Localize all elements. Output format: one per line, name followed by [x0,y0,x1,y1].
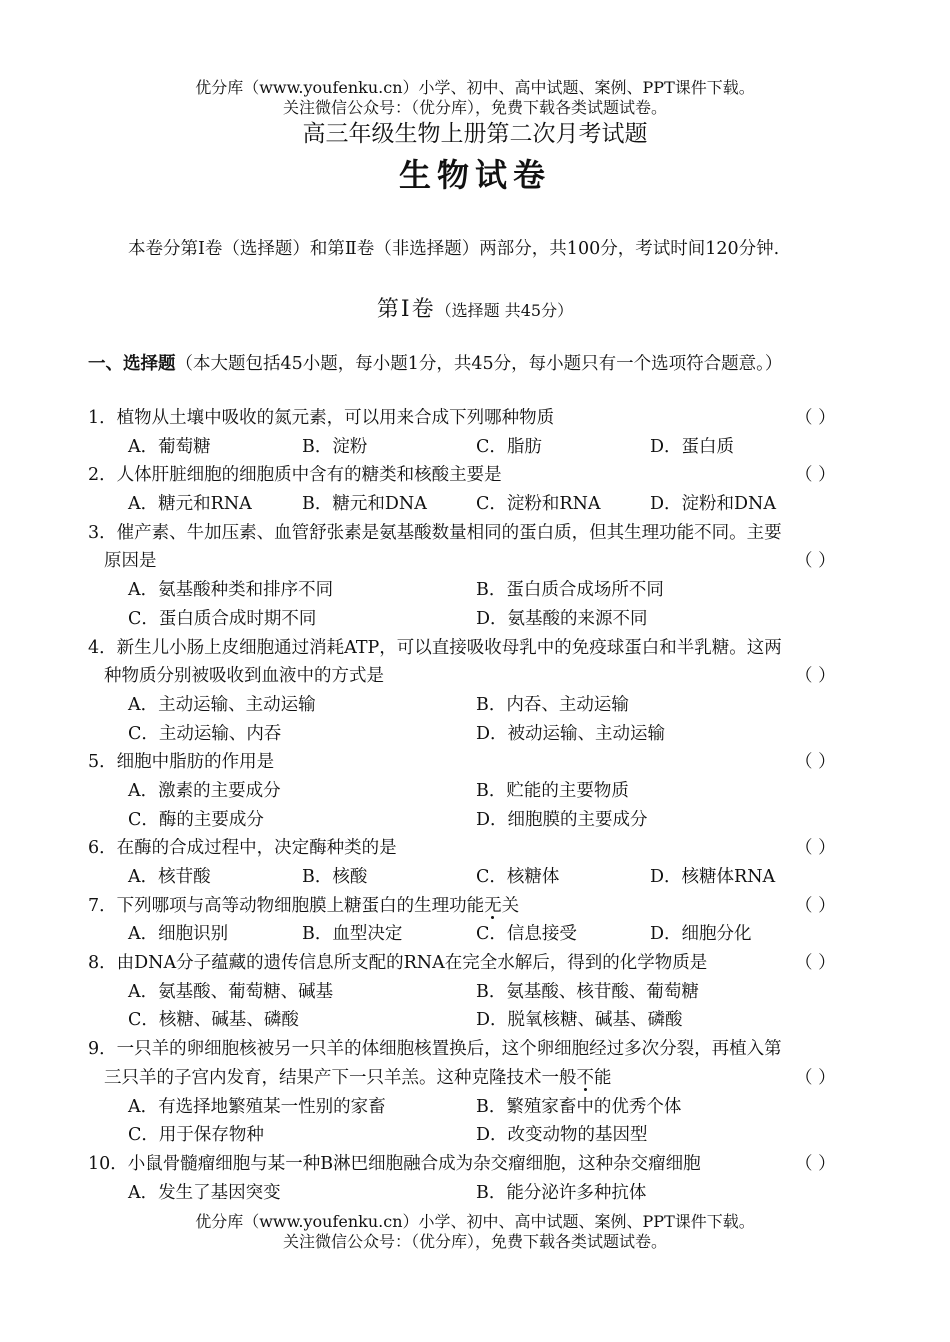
question-4-cont [88,662,868,691]
question-text-part: 三只羊的子宫内发育，结果产下一只羊羔。这种克隆技术一般 [104,1067,577,1088]
option-b: B．能分泌许多种抗体 [476,1182,647,1203]
question-10 [88,1150,868,1179]
section-title: 一、选择题 [88,354,176,374]
option-d: D．核糖体RNA [650,867,776,887]
option-c: C．脂肪 [476,436,542,457]
options-row [88,1006,868,1035]
option-a: A．核苷酸 [128,867,211,887]
options-row [88,605,868,634]
option-b: B．糖元和DNA [302,494,427,515]
question-text: 1．植物从土壤中吸收的氮元素，可以用来合成下列哪种物质 [88,408,555,428]
options-row [88,920,868,949]
option-d: D．改变动物的基因型 [476,1125,648,1146]
question-8 [88,949,868,978]
option-d: D．氨基酸的来源不同 [476,608,648,629]
answer-paren: （ ） [795,408,836,428]
emphasis-mark: 不 [576,1067,594,1088]
question-text: 2．人体肝脏细胞的细胞质中含有的糖类和核酸主要是 [88,465,502,486]
option-d: D．细胞分化 [650,924,752,945]
options-row [88,691,868,720]
footer-line-2: 关注微信公众号：（优分库），免费下载各类试题试卷。 [282,1232,667,1251]
section-heading [88,350,863,378]
question-text: 6．在酶的合成过程中，决定酶种类的是 [88,838,397,859]
question-text-cont [104,1064,612,1093]
answer-paren: （ ） [795,752,836,773]
section-note: （本大题包括45小题，每小题1分，共45分，每小题只有一个选项符合题意。） [175,354,783,374]
option-a: A．糖元和RNA [128,494,252,515]
options-row [88,1179,868,1208]
option-d: D．细胞膜的主要成分 [476,809,648,830]
option-c: C．淀粉和RNA [476,494,601,515]
answer-paren: （ ） [795,551,836,572]
exam-title: 高三年级生物上册第二次月考试题 [302,121,648,147]
option-a: A．葡萄糖 [128,436,211,457]
options-row [88,978,868,1007]
part-1-label: 第Ⅰ卷 [376,297,436,322]
option-b: B．淀粉 [302,436,368,457]
option-b: B．蛋白质合成场所不同 [476,580,664,601]
option-c: C．蛋白质合成时期不同 [128,608,317,629]
question-3-cont [88,547,868,576]
option-d: D．淀粉和DNA [650,494,777,515]
question-1 [88,404,868,433]
footer-line-1: 优分库（www.youfenku.cn）小学、初中、高中试题、案例、PPT课件下载。 [195,1212,755,1231]
answer-paren: （ ） [795,666,836,687]
question-text-part: 能 [594,1067,612,1088]
option-c: C．信息接受 [476,924,577,945]
option-c: C．酶的主要成分 [128,809,264,830]
answer-paren: （ ） [795,1067,836,1088]
question-text-cont: 种物质分别被吸收到血液中的方式是 [104,666,384,687]
question-2 [88,461,868,490]
option-a: A．主动运输、主动运输 [128,694,316,715]
option-a: A．发生了基因突变 [128,1182,281,1203]
option-b: B．血型决定 [302,924,403,945]
options-row [88,1093,868,1122]
option-a: A．细胞识别 [128,924,229,945]
question-text: 9．一只羊的卵细胞核被另一只羊的体细胞核置换后，这个卵细胞经过多次分裂，再植入第 [88,1039,782,1060]
answer-paren: （ ） [795,1153,836,1174]
option-a: A．有选择地繁殖某一性别的家畜 [128,1096,386,1117]
intro-text: 本卷分第Ⅰ卷（选择题）和第Ⅱ卷（非选择题）两部分，共100分，考试时间120分钟. [128,239,780,259]
options-row [88,806,868,835]
question-4 [88,634,868,663]
question-text: 10．小鼠骨髓瘤细胞与某一种B淋巴细胞融合成为杂交瘤细胞，这种杂交瘤细胞 [88,1153,701,1174]
header-line-2: 关注微信公众号：（优分库），免费下载各类试题试卷。 [282,98,667,117]
question-text: 5．细胞中脂肪的作用是 [88,752,275,773]
options-row [88,1121,868,1150]
question-7 [88,892,868,921]
question-5 [88,748,868,777]
option-b: B．氨基酸、核苷酸、葡萄糖 [476,981,699,1002]
option-b: B．贮能的主要物质 [476,780,629,801]
question-list [88,404,868,1207]
option-a: A．氨基酸、葡萄糖、碱基 [128,981,334,1002]
part-1-heading [0,292,950,323]
options-row [88,433,868,462]
options-row [88,490,868,519]
option-a: A．氨基酸种类和排序不同 [128,580,334,601]
part-1-note: （选择题 共45分） [435,301,574,320]
options-row [88,576,868,605]
question-text: 4．新生儿小肠上皮细胞通过消耗ATP，可以直接吸收母乳中的免疫球蛋白和半乳糖。这两 [88,637,782,658]
emphasis-mark: 无 [484,895,502,916]
option-d: D．蛋白质 [650,436,735,457]
option-c: C．主动运输、内吞 [128,723,282,744]
answer-paren: （ ） [795,465,836,486]
option-d: D．被动运输、主动运输 [476,723,666,744]
option-c: C．核糖体 [476,867,560,887]
option-b: B．内吞、主动运输 [476,694,629,715]
question-9-cont [88,1064,868,1093]
question-text [88,892,519,921]
answer-paren: （ ） [795,953,836,974]
options-row [88,863,868,892]
options-row [88,777,868,806]
question-text-part: 关 [501,895,520,916]
question-text-part: 7．下列哪项与高等动物细胞膜上糖蛋白的生理功能 [88,895,485,916]
question-3 [88,519,868,548]
question-6 [88,834,868,863]
option-c: C．用于保存物种 [128,1125,264,1146]
option-b: B．核酸 [302,867,368,887]
question-text-cont: 原因是 [104,551,157,572]
header-line-1: 优分库（www.youfenku.cn）小学、初中、高中试题、案例、PPT课件下载。 [195,78,755,97]
question-text: 3．催产素、牛加压素、血管舒张素是氨基酸数量相同的蛋白质，但其生理功能不同。主要 [88,522,782,543]
option-a: A．激素的主要成分 [128,780,281,801]
answer-paren: （ ） [795,895,836,916]
exam-subtitle: 生物试卷 [398,156,551,194]
option-b: B．繁殖家畜中的优秀个体 [476,1096,682,1117]
options-row [88,720,868,749]
option-d: D．脱氧核糖、碱基、磷酸 [476,1010,683,1031]
question-text: 8．由DNA分子蕴藏的遗传信息所支配的RNA在完全水解后，得到的化学物质是 [88,953,708,974]
option-c: C．核糖、碱基、磷酸 [128,1010,299,1031]
answer-paren: （ ） [795,838,836,859]
question-9 [88,1035,868,1064]
